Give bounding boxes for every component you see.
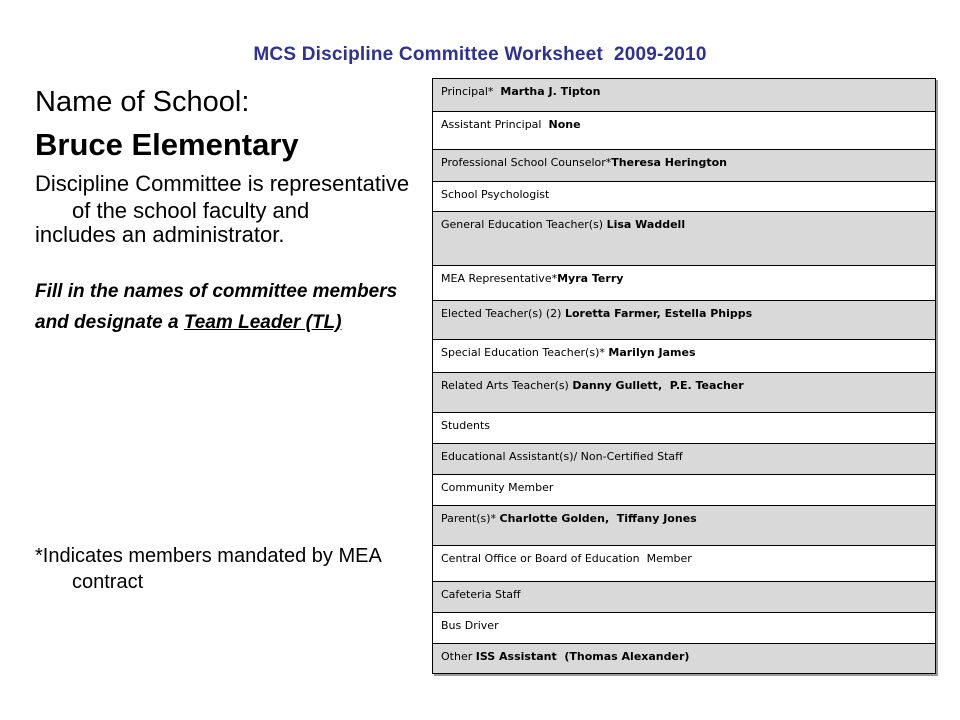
school-name: Bruce Elementary (35, 127, 299, 162)
role-cell (433, 112, 936, 150)
table-row (433, 475, 936, 506)
role-label: Educational Assistant(s)/ Non-Certified Staff (441, 450, 683, 463)
role-label: Assistant Principal (441, 118, 549, 131)
table-row (433, 340, 936, 373)
table-row (433, 444, 936, 475)
school-label: Name of School: (35, 86, 250, 118)
table-row (433, 79, 936, 112)
role-label: School Psychologist (441, 188, 550, 201)
role-label: Community Member (441, 481, 554, 494)
role-label: Related Arts Teacher(s) (441, 379, 573, 392)
role-label: MEA Representative* (441, 272, 558, 285)
page-title: MCS Discipline Committee Worksheet 2009-2010 (253, 44, 707, 65)
role-cell (433, 340, 936, 373)
role-cell (433, 79, 936, 112)
instructions-text: Fill in the names of committee members and designate a (35, 281, 398, 333)
committee-description (35, 170, 415, 246)
role-cell (433, 150, 936, 182)
table-row (433, 112, 936, 150)
member-name: Charlotte Golden, Tiffany Jones (499, 512, 697, 525)
member-name: Theresa Herington (611, 156, 727, 169)
description-last: includes an administrator. (35, 222, 285, 247)
table-row (433, 546, 936, 582)
table-row (433, 301, 936, 340)
table-row (433, 212, 936, 266)
left-panel (35, 84, 415, 338)
footnote: *Indicates members mandated by MEA contract (35, 545, 381, 593)
member-name: Lisa Waddell (606, 218, 686, 231)
member-name: Myra Terry (557, 272, 624, 285)
role-label: Cafeteria Staff (441, 588, 521, 601)
role-cell (433, 301, 936, 340)
table-row (433, 182, 936, 212)
description-main: Discipline Committee is representative of the school faculty and (35, 171, 410, 223)
member-name: Loretta Farmer, Estella Phipps (564, 307, 753, 320)
role-cell (433, 613, 936, 644)
role-label: Elected Teacher(s) (2) (441, 307, 565, 320)
committee-table (432, 78, 936, 674)
role-label: General Education Teacher(s) (441, 218, 607, 231)
role-cell (433, 546, 936, 582)
role-cell (433, 373, 936, 413)
role-cell (433, 444, 936, 475)
role-label: Professional School Counselor* (441, 156, 612, 169)
role-cell (433, 644, 936, 674)
table-row (433, 582, 936, 613)
role-label: Principal* (441, 85, 501, 98)
table-row (433, 150, 936, 182)
member-name: Martha J. Tipton (500, 85, 601, 98)
member-name: ISS Assistant (Thomas Alexander) (475, 650, 690, 663)
role-cell (433, 413, 936, 444)
table-row (433, 506, 936, 546)
table-row (433, 373, 936, 413)
role-cell (433, 212, 936, 266)
role-label: Central Office or Board of Education Member (441, 552, 692, 565)
instructions (35, 276, 415, 338)
role-cell (433, 506, 936, 546)
role-cell (433, 266, 936, 301)
member-name: Danny Gullett, P.E. Teacher (572, 379, 744, 392)
committee-table-wrap (432, 78, 936, 674)
role-cell (433, 182, 936, 212)
role-label: Students (441, 419, 491, 432)
table-row (433, 413, 936, 444)
role-cell (433, 582, 936, 613)
role-label: Other (441, 650, 476, 663)
member-name: None (548, 118, 581, 131)
table-row (433, 266, 936, 301)
table-row (433, 644, 936, 674)
role-label: Bus Driver (441, 619, 499, 632)
role-label: Special Education Teacher(s)* (441, 346, 609, 359)
role-cell (433, 475, 936, 506)
member-name: Marilyn James (608, 346, 696, 359)
team-leader-text: Team Leader (TL) (183, 312, 342, 333)
table-row (433, 613, 936, 644)
role-label: Parent(s)* (441, 512, 500, 525)
